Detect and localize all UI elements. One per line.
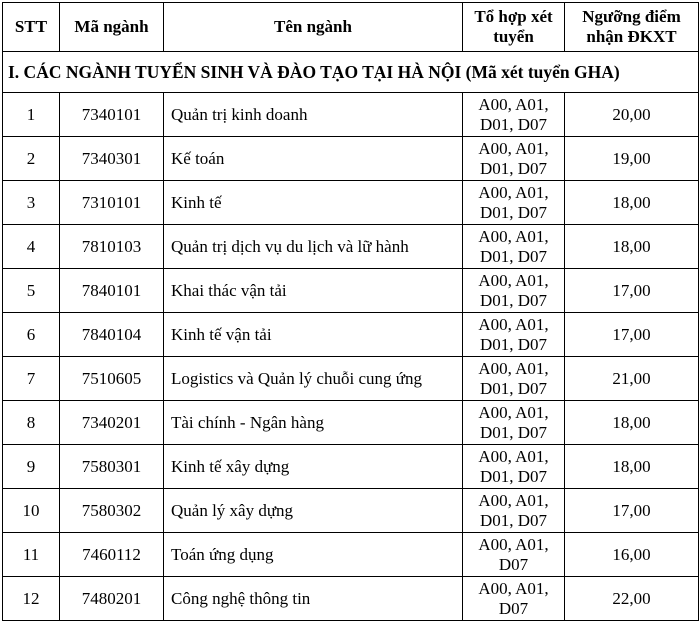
cell-combo-line2: D01, D07 [479, 378, 548, 398]
table-row [3, 225, 699, 269]
cell-combo-line2: D01, D07 [479, 290, 548, 310]
cell-combo-line2: D01, D07 [479, 510, 548, 530]
cell-combo [463, 489, 565, 533]
cell-stt: 10 [3, 489, 60, 533]
cell-combo [463, 445, 565, 489]
cell-combo [463, 269, 565, 313]
cell-score: 20,00 [565, 93, 699, 137]
cell-score: 17,00 [565, 313, 699, 357]
header-name: Tên ngành [164, 3, 463, 52]
cell-combo [463, 225, 565, 269]
cell-combo-line2: D07 [498, 554, 529, 574]
cell-code: 7840104 [60, 313, 164, 357]
table-body [3, 52, 699, 621]
cell-code: 7310101 [60, 181, 164, 225]
cell-code: 7480201 [60, 577, 164, 621]
cell-combo-line1: A00, A01, [478, 534, 549, 554]
cell-combo-line1: A00, A01, [478, 138, 549, 158]
header-combo [463, 3, 565, 52]
cell-name: Quản trị kinh doanh [164, 93, 463, 137]
cell-combo [463, 357, 565, 401]
table-row [3, 357, 699, 401]
cell-combo-line1: A00, A01, [478, 270, 549, 290]
cell-code: 7580302 [60, 489, 164, 533]
cell-combo [463, 401, 565, 445]
cell-score: 19,00 [565, 137, 699, 181]
header-score-line2: nhận ĐKXT [586, 27, 677, 46]
table-row [3, 489, 699, 533]
cell-stt: 5 [3, 269, 60, 313]
header-stt: STT [3, 3, 60, 52]
cell-stt: 9 [3, 445, 60, 489]
cell-combo-line1: A00, A01, [478, 226, 549, 246]
section-title: I. CÁC NGÀNH TUYỂN SINH VÀ ĐÀO TẠO TẠI HÀ NỘI (Mã xét tuyển GHA) [3, 52, 699, 93]
cell-combo-line2: D01, D07 [479, 114, 548, 134]
cell-stt: 7 [3, 357, 60, 401]
header-combo-line1: Tổ hợp xét [474, 7, 553, 26]
cell-stt: 3 [3, 181, 60, 225]
cell-combo-line2: D01, D07 [479, 158, 548, 178]
cell-combo [463, 93, 565, 137]
table-row [3, 533, 699, 577]
cell-combo [463, 577, 565, 621]
table-row [3, 137, 699, 181]
cell-combo-line1: A00, A01, [478, 490, 549, 510]
cell-combo [463, 533, 565, 577]
cell-stt: 4 [3, 225, 60, 269]
cell-score: 18,00 [565, 181, 699, 225]
cell-combo [463, 181, 565, 225]
cell-name: Kinh tế vận tải [164, 313, 463, 357]
header-code: Mã ngành [60, 3, 164, 52]
cell-combo-line2: D01, D07 [479, 334, 548, 354]
table-row [3, 401, 699, 445]
table-row [3, 181, 699, 225]
cell-name: Quản trị dịch vụ du lịch và lữ hành [164, 225, 463, 269]
table-row [3, 445, 699, 489]
cell-score: 17,00 [565, 269, 699, 313]
cell-combo-line2: D07 [498, 598, 529, 618]
cell-score: 17,00 [565, 489, 699, 533]
table-row [3, 269, 699, 313]
cell-code: 7340101 [60, 93, 164, 137]
table-row [3, 577, 699, 621]
cell-combo-line2: D01, D07 [479, 466, 548, 486]
cell-stt: 6 [3, 313, 60, 357]
cell-name: Toán ứng dụng [164, 533, 463, 577]
cell-stt: 1 [3, 93, 60, 137]
cell-name: Kinh tế [164, 181, 463, 225]
cell-name: Logistics và Quản lý chuỗi cung ứng [164, 357, 463, 401]
cell-score: 21,00 [565, 357, 699, 401]
cell-stt: 8 [3, 401, 60, 445]
cell-score: 18,00 [565, 445, 699, 489]
cell-combo-line1: A00, A01, [478, 314, 549, 334]
cell-score: 18,00 [565, 401, 699, 445]
cell-name: Khai thác vận tải [164, 269, 463, 313]
cell-stt: 2 [3, 137, 60, 181]
cell-name: Kinh tế xây dựng [164, 445, 463, 489]
table-row [3, 313, 699, 357]
cell-code: 7340301 [60, 137, 164, 181]
cell-combo-line2: D01, D07 [479, 422, 548, 442]
cell-code: 7840101 [60, 269, 164, 313]
cell-combo-line1: A00, A01, [478, 446, 549, 466]
admission-threshold-table [2, 2, 699, 621]
cell-combo-line2: D01, D07 [479, 202, 548, 222]
cell-code: 7510605 [60, 357, 164, 401]
table-row [3, 93, 699, 137]
cell-stt: 12 [3, 577, 60, 621]
cell-name: Quản lý xây dựng [164, 489, 463, 533]
cell-combo-line1: A00, A01, [478, 358, 549, 378]
cell-score: 18,00 [565, 225, 699, 269]
cell-score: 22,00 [565, 577, 699, 621]
section-row [3, 52, 699, 93]
header-row [3, 3, 699, 52]
cell-combo-line1: A00, A01, [478, 402, 549, 422]
cell-code: 7460112 [60, 533, 164, 577]
cell-combo-line1: A00, A01, [478, 578, 549, 598]
header-score [565, 3, 699, 52]
cell-combo-line2: D01, D07 [479, 246, 548, 266]
cell-combo-line1: A00, A01, [478, 94, 549, 114]
cell-name: Tài chính - Ngân hàng [164, 401, 463, 445]
cell-stt: 11 [3, 533, 60, 577]
cell-combo [463, 313, 565, 357]
cell-name: Kế toán [164, 137, 463, 181]
cell-score: 16,00 [565, 533, 699, 577]
header-combo-line2: tuyển [493, 27, 534, 46]
cell-code: 7810103 [60, 225, 164, 269]
cell-combo-line1: A00, A01, [478, 182, 549, 202]
cell-combo [463, 137, 565, 181]
cell-name: Công nghệ thông tin [164, 577, 463, 621]
cell-code: 7340201 [60, 401, 164, 445]
cell-code: 7580301 [60, 445, 164, 489]
header-score-line1: Ngưỡng điểm [582, 7, 681, 26]
